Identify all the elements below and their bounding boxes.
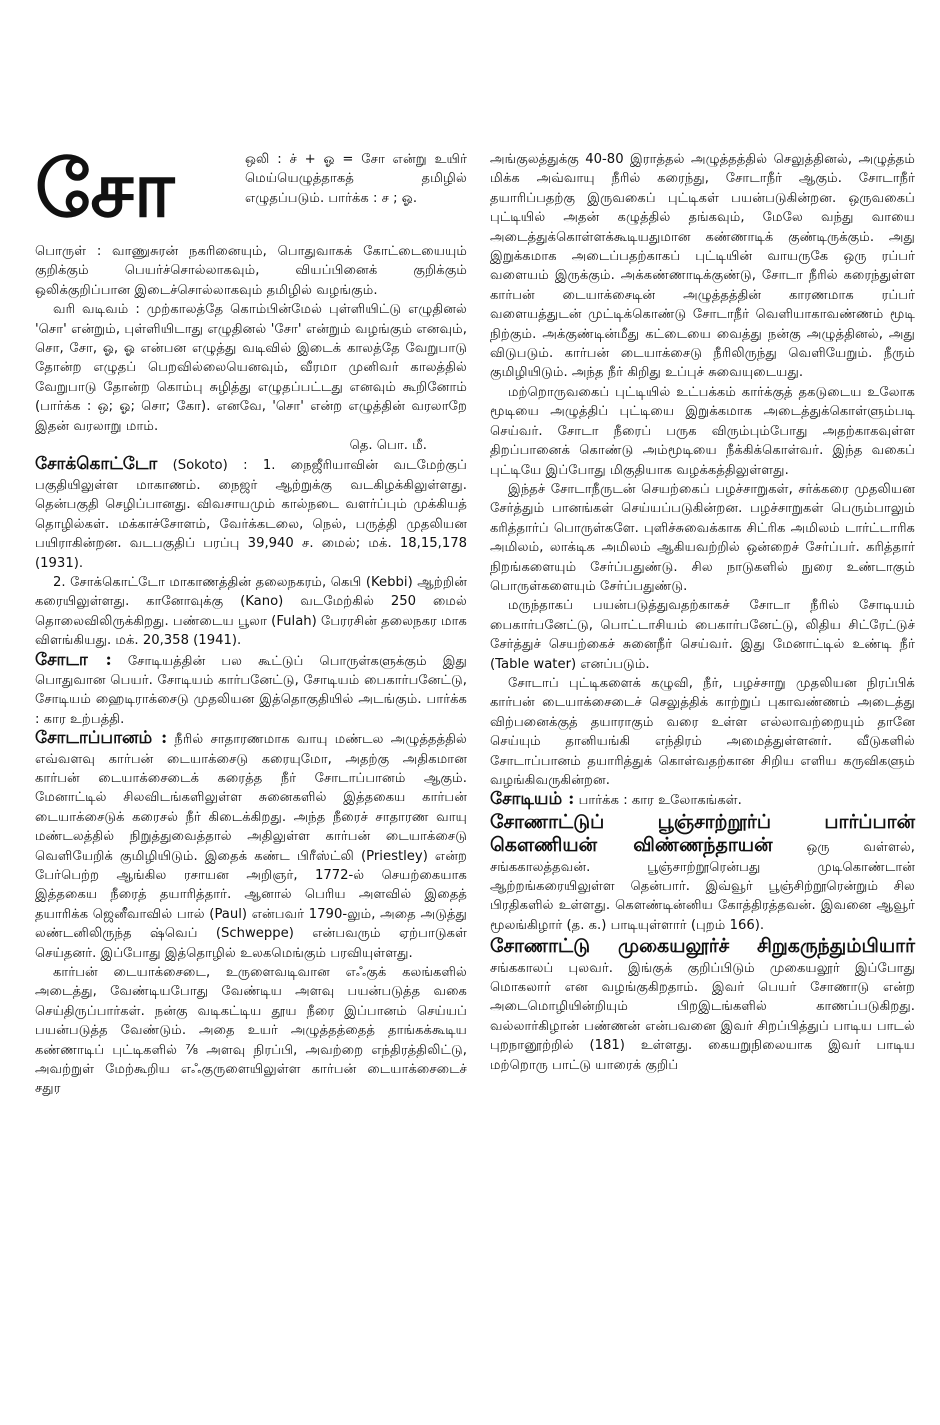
entry-sirukarunthumbiyar-text: சங்ககாலப் புலவர். இங்குக் குறிப்பிடும் முகையலூர் இப்போது மொகலார் என வழங்குகிறதாம். இவர் பெயர் சோணாடு என்ற அடைமொழியின்றியும் பிறஇடங்களில் காணப்படுகிறது. வல்லார்கிழான் பண்ணன் என்பவனை இவர் சிறப்பித்துப் பாடிய பாடல் புறநானூற்றில் (181) உள்ளது. கையறுநிலையாக இவர் பாடிய மற்றொரு பாட்டு யாரைக் குறிப் bbox=[490, 960, 915, 1073]
entry-vinnanthayan bbox=[490, 811, 915, 935]
entry-sodapanam bbox=[35, 729, 467, 963]
paragraph-puttikal: சோடாப் புட்டிகளைக் கழுவி, நீர், பழச்சாறு முதலியன நிரப்பிக் கார்பன் டையாக்சைடைச் செலுத்திக் காற்றுப் புகாவண்ணம் அடைத்து விற்பனைக்குத் தயாராகும் வரை உள்ள எல்லாவற்றையும் தானே செய்யும் தானியங்கி எந்திரம் அமைத்துள்ளனர். வீடுகளில் சோடாப்பானம் தயாரித்துக் கொள்வதற்கான சிறிய எளிய கருவிகளும் வழங்கிவருகின்றன. bbox=[490, 675, 915, 788]
paragraph-porul: பொருள் : வாணுசுரன் நகரினையும், பொதுவாகக் கோட்டையையும் குறிக்கும் பெயர்ச்சொல்லாகவும், வியப்பினைக் குறிக்கும் ஒலிக்குறிப்பான இடைச்சொல்லாகவும் தமிழில் வழங்கும். bbox=[35, 244, 467, 298]
paragraph-intha: இந்தச் சோடாநீருடன் செயற்கைப் பழச்சாறுகள், சர்க்கரை முதலியன சேர்த்தும் பானங்கள் செய்யப்படுகின்றன. பழச்சாறுகள் பெரும்பாலும் கரித்தார்ப் பொருள்களே. புளிச்சுவைக்காக சிட்ரிக அமிலம் டார்ட்டாரிக அமிலம், லாக்டிக அமிலம் ஆகியவற்றில் ஒன்றைச் சேர்ப்பர். கரித்தார் நிறங்களையும் சேர்ப்பதுண்டு. சில நாடுகளில் நுரை உண்டாகும் பொருள்களையும் சேர்ப்பதுண்டு. bbox=[490, 481, 915, 594]
headword-vinnanthayan-line2: கௌணியன் விண்ணந்தாயன் bbox=[490, 834, 773, 857]
left-column bbox=[35, 144, 467, 1099]
entry-soda-text: சோடியத்தின் பல கூட்டுப் பொருள்களுக்கும் இது பொதுவான பெயர். சோடியம் கார்பனேட்டு, சோடியம் பைகார்பனேட்டு, சோடியம் ஹைடிராக்சைடு முதலியன இத்தொகுதியில் அடங்கும். பார்க்க : கார உற்பத்தி. bbox=[35, 653, 467, 727]
initial-block bbox=[35, 144, 467, 242]
paragraph-marru: மற்றொருவகைப் புட்டியில் உட்பக்கம் கார்க்குத் தகடுடைய உலோக மூடியை அழுத்திப் புட்டியை இறுக்கமாக அடைத்துக்கொள்ளும்படி செய்வர். சோடா நீரைப் பருக விரும்பும்போது அதற்காகவுள்ள திறப்பானைக் கொண்டு அம்மூடியை நீக்கிக்கொள்வர். இந்த வகைப் புட்டியே இப்போது மிகுதியாக வழக்கத்திலுள்ளது. bbox=[490, 384, 915, 478]
entry-sodiyam bbox=[490, 790, 915, 810]
headword-vinnanthayan-line1: சோணாட்டுப் பூஞ்சாற்றூர்ப் பார்ப்பான் bbox=[490, 810, 915, 833]
entry-sodiyam-text: பார்க்க : கார உலோகங்கள். bbox=[578, 793, 742, 809]
headword-sodiyam: சோடியம் : bbox=[490, 789, 575, 810]
paragraph-karban: கார்பன் டையாக்சைடை, உருளைவடிவான எஃகுக் கலங்களில் அடைத்து, வேண்டியபோது வேண்டிய அளவு பயன்படுத்த வகை செய்திருப்பார்கள். நன்கு வடிகட்டிய தூய நீரை இப்பானம் செய்யப் பயன்படுத்த வேண்டும். அதை உயர் அழுத்தத்தைத் தாங்கக்கூடிய கண்ணாடிப் புட்டிகளில் ⅞ அளவு நிரப்பி, அவற்றை எந்திரத்திலிட்டு, அவற்றுள் மேற்கூறிய எஃகுருளையிலுள்ள கார்பன் டையாக்சைடைச் சதுர bbox=[35, 965, 467, 1097]
entry-soda bbox=[35, 651, 467, 730]
paragraph-marunthu: மருந்தாகப் பயன்படுத்துவதற்காகச் சோடா நீரில் சோடியம் பைகார்பனேட்டு, பொட்டாசியம் பைகார்பனேட்டு, லிதிய சிட்ரேட்டுச் சேர்த்துச் செயற்கைச் சுனைநீர் செய்வர். இது மேனாட்டில் உண்டி நீர் (Table water) எனப்படும். bbox=[490, 598, 915, 672]
headword-soda: சோடா : bbox=[35, 649, 112, 670]
big-initial-letter: சோ bbox=[35, 144, 173, 235]
entry-sokoto-2: 2. சோக்கொட்டோ மாகாணத்தின் தலைநகரம், கெபி (Kebbi) ஆற்றின் கரையிலுள்ளது. கானோவுக்கு (Kano) வடமேற்கில் 250 மைல் தொலைவிலிருக்கிறது. பண்டைய பூலா (Fulah) பேரரசின் தலைநகர மாக விளங்கியது. மக். 20,358 (1941). bbox=[35, 574, 467, 649]
author-signature: தெ. பொ. மீ. bbox=[349, 438, 427, 454]
entry-vinnanthayan-text: ஒரு வள்ளல், சங்ககாலத்தவன். பூஞ்சாற்றூரென்பது முடிகொண்டான் ஆற்றங்கரையிலுள்ள தென்பார். இவ்வூர் பூஞ்சிற்றூரென்றும் சில பிரதிகளில் உள்ளது. கௌண்டின்னிய கோத்திரத்தவன். இவனை ஆவூர் மூலங்கிழார் (த. க.) பாடியுள்ளார் (புறம் 166). bbox=[490, 840, 915, 933]
headword-sirukarunthumbiyar: சோணாட்டு முகையலூர்ச் சிறுகருந்தும்பியார் bbox=[490, 935, 915, 958]
paragraph-vari-vadivam: வரி வடிவம் : முற்காலத்தே கொம்பின்மேல் புள்ளியிட்டு எழுதினல் 'சொ' என்றும், புள்ளியிடாது எழுதினல் 'சோ' என்றும் வழங்கும் எனவும், சொ, சோ, ஓ, ஓ என்பன எழுத்து வடிவில் இடைக் காலத்தே வேறுபாடு தோன்ற எழுதப் பெறவில்லையெனவும், வீரமா முனிவர் காலத்தில் வேறுபாடு தோன்ற கொம்பு சுழித்து எழுதப்பட்டது எனவும் கூறினோம் (பார்க்க : ஒ; ஓ; சொ; கோ). எனவே, 'சொ' என்ற எழுத்தின் வரலாறே இதன் வரலாறு மாம். bbox=[35, 302, 467, 434]
headword-sodapanam: சோடாப்பானம் : bbox=[35, 728, 168, 749]
entry-sokoto bbox=[35, 455, 467, 572]
paragraph-continued: அங்குலத்துக்கு 40-80 இராத்தல் அழுத்தத்தில் செலுத்தினல், அழுத்தம் மிக்க அவ்வாயு நீரில் கரைந்து, சோடாநீர் ஆகும். சோடாநீர் தயாரிப்பதற்கு இருவகைப் புட்டிகள் பயன்படுகின்றன. ஒருவகைப் புட்டியில் அதன் கழுத்தில் தங்கவும், மேலே வந்து வாயை அடைத்துக்கொள்ளக்கூடியதுமான கண்ணாடிக் குண்டிருக்கும். அது இறுக்கமாக அடைப்பதற்காகப் புட்டியின் வாயருகே ஒரு ரப்பர் வளையம் இருக்கும். அக்கண்ணாடிக்குண்டு, சோடா நீரில் கரைந்துள்ள கார்பன் டையாக்சைடின் அழுத்தத்தின் காரணமாக ரப்பர் வளையத்துடன் முட்டிக்கொண்டு சோடாநீர் வெளியாகாவண்ணம் மூடி நிற்கும். அக்குண்டின்மீது கட்டையை வைத்து நன்கு அழுத்தினல், அது விடுபடும். கார்பன் டையாக்சைடு நீரிலிருந்து வெளியேறும். நீரும் குமிழியிடும். அந்த நீர் கிறிது உப்புச் சுவையுடையது. bbox=[490, 152, 915, 381]
entry-sirukarunthumbiyar bbox=[490, 935, 915, 1075]
right-column bbox=[490, 150, 915, 1075]
entry-sokoto-text: (Sokoto) : 1. நைஜீரியாவின் வடமேற்குப் பகுதியிலுள்ள மாகாணம். நைஜர் ஆற்றுக்கு வடகிழக்கிலுள்ளது. தென்பகுதி செழிப்பானது. விவசாயமும் கால்நடை வளர்ப்பும் முக்கியத் தொழில்கள். மக்காச்சோளம், வேர்க்கடலை, நெல், பருத்தி முதலியன பயிராகின்றன. வடபகுதிப் பரப்பு 39,940 ச. மைல்; மக். 18,15,178 (1931). bbox=[35, 458, 467, 571]
entry-sodapanam-text: நீரில் சாதாரணமாக வாயு மண்டல அழுத்தத்தில் எவ்வளவு கார்பன் டையாக்சைடு கரையுமோ, அதற்கு அதிகமான கார்பன் டையாக்சைடைக் கரைத்த நீர் சோடாப்பானம் ஆகும். மேனாட்டில் சிலவிடங்களிலுள்ள சுனைகளில் இத்தகைய கார்பன் டையாக்சைடுக் கரைசல் நீர் கிடைக்கிறது. அந்த நீரைச் சாதாரண வாயு மண்டலத்தில் நிறுத்துவைத்தால் அதிலுள்ள கார்பன் டையாக்சைடு வெளியேறிக் குமிழியிடும். இதைக் கண்ட பிரீஸ்ட்லி (Priestley) என்ற பேர்பெற்ற ஆங்கில ரசாயன அறிஞர், 1772-ல் செயற்கையாக இத்தகைய நீரைத் தயாரித்தார். ஆனால் பெரிய அளவில் இதைத் தயாரிக்க ஜெனீவாவில் பால் (Paul) என்பவர் 1790-லும், அதை அடுத்து லண்டனிலிருந்த ஷ்வெப் (Schweppe) என்பவரும் ஏற்பாடுகள் செய்தனர். இப்போது இத்தொழில் உலகமெங்கும் பரவியுள்ளது. bbox=[35, 732, 467, 961]
initial-note: ஒலி : ச் + ஓ = சோ என்று உயிர் மெய்யெழுத்தாகத் தமிழில் எழுதப்படும். பார்க்க : ச ; ஓ. bbox=[245, 152, 467, 206]
headword-sokoto: சோக்கொட்டோ bbox=[35, 454, 158, 475]
